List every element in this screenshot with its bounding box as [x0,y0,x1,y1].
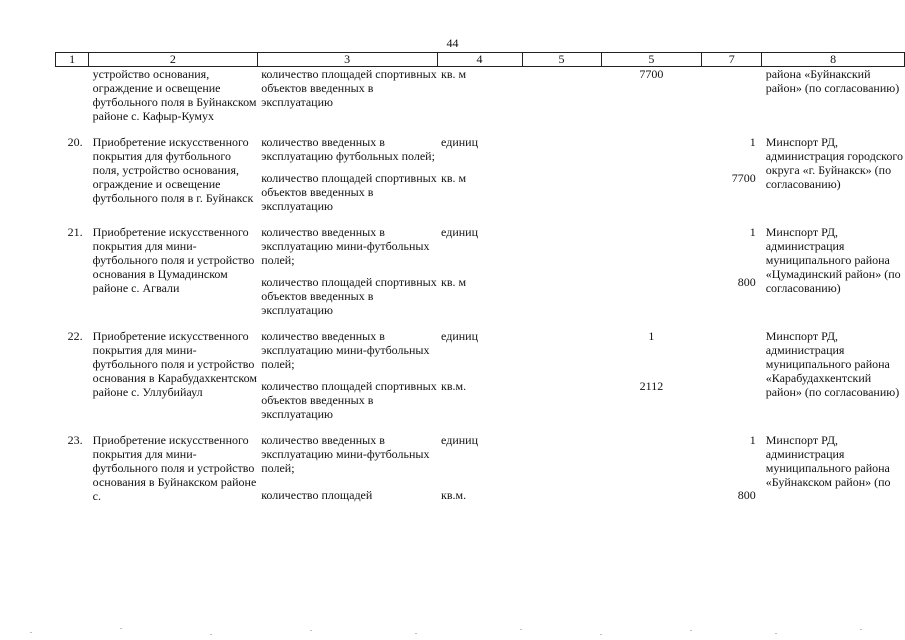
col6-value [601,433,702,488]
indicator-text: количество площадей спортивных объектов введенных в эксплуатацию [261,67,437,109]
indicator-unit: кв. м [441,67,467,81]
page-number: 44 [446,36,459,50]
col7-value [702,329,762,379]
row-number: 20. [67,135,83,149]
col7-value: 7700 [731,171,756,185]
col7-value [702,379,762,421]
indicator-text: количество введенных в эксплуатацию мини-футбольных полей; [261,433,430,475]
scan-speck [520,629,522,630]
header-col-1: 1 [56,53,89,67]
col7-value [702,67,762,124]
event-name: Приобретение искусственного покрытия для футбольного поля, устройство основания, ограждение и освещение футбольного поля в г. Буйнакск [92,135,254,205]
col5-value [522,379,601,421]
event-name: устройство основания, ограждение и освещение футбольного поля в Буйнакском районе с. Кафыр-Кумух [92,67,257,123]
scan-speck [775,633,777,634]
col5-value [522,67,601,124]
responsible: района «Буйнакский район» (по согласованию) [765,67,900,95]
indicator-unit: единиц [441,135,479,149]
row-number: 23. [67,433,83,447]
indicator-text: количество площадей [261,487,373,502]
table-row [56,225,905,275]
col7-value: 1 [749,225,756,239]
col6-value [601,275,702,317]
event-name: Приобретение искусственного покрытия для мини-футбольного поля и устройство основания в Буйнакском районе с. [92,433,257,503]
scan-speck [30,632,32,633]
col6-value [601,488,702,503]
header-row [56,53,905,67]
col5-value [522,171,601,213]
scan-speck [310,630,312,631]
col7-value: 800 [737,487,756,502]
scan-speck [210,634,212,635]
scan-speck [860,629,862,630]
table-row [56,67,905,124]
indicator-unit: кв. м [441,171,467,185]
col5-value [522,433,601,488]
indicator-unit: кв. м [441,275,467,289]
table-row [56,135,905,171]
col6-value: 1 [648,329,655,343]
scan-speck [415,633,417,634]
row-number [56,67,89,124]
row-number: 21. [67,225,83,239]
indicator-text: количество введенных в эксплуатацию футбольных полей; [261,135,435,163]
col6-value: 2112 [639,379,664,393]
program-table [55,52,905,503]
col5-value [522,275,601,317]
header-col-4: 4 [437,53,522,67]
indicator-text: количество площадей спортивных объектов введенных в эксплуатацию [261,379,437,421]
indicator-text: количество площадей спортивных объектов введенных в эксплуатацию [261,171,437,213]
scan-speck [690,630,692,631]
col6-value: 7700 [639,67,664,81]
header-col-7: 7 [702,53,762,67]
col7-value: 1 [749,433,756,447]
event-name: Приобретение искусственного покрытия для мини-футбольного поля и устройство основания в Цумадинском районе с. Агвали [92,225,255,295]
table-row [56,433,905,488]
row-number: 22. [67,329,83,343]
col5-value [522,488,601,503]
header-col-5: 5 [522,53,601,67]
col5-value [522,135,601,171]
event-name: Приобретение искусственного покрытия для мини-футбольного поля и устройство основания в Карабудахкентском районе с. Уллубийаул [92,329,257,399]
indicator-unit: единиц [441,433,479,447]
header-col-8: 8 [762,53,905,67]
scan-speck [120,628,122,629]
col5-value [522,225,601,275]
col7-value: 800 [737,275,756,289]
responsible: Минспорт РД, администрация муниципального района «Карабудахкентский район» (по согласованию) [765,329,900,399]
responsible: Минспорт РД, администрация городского округа «г. Буйнакск» (по согласованию) [765,135,903,191]
col6-value [601,225,702,275]
indicator-text: количество введенных в эксплуатацию мини-футбольных полей; [261,225,430,267]
scan-speck [600,634,602,635]
responsible: Минспорт РД, администрация муниципального района «Цумадинский район» (по согласованию) [765,225,901,295]
responsible: Минспорт РД, администрация муниципального района «Буйнакском район» (по [765,433,891,489]
indicator-text: количество введенных в эксплуатацию мини-футбольных полей; [261,329,430,371]
indicator-unit: кв.м. [441,487,467,502]
header-col-2: 2 [89,53,258,67]
indicator-unit: кв.м. [441,379,467,393]
header-col-3: 3 [257,53,437,67]
col7-value: 1 [749,135,756,149]
indicator-unit: единиц [441,225,479,239]
indicator-unit: единиц [441,329,479,343]
col6-value [601,171,702,213]
header-col-6: 5 [601,53,702,67]
col6-value [601,135,702,171]
table-row [56,329,905,379]
indicator-text: количество площадей спортивных объектов введенных в эксплуатацию [261,275,437,317]
col5-value [522,329,601,379]
